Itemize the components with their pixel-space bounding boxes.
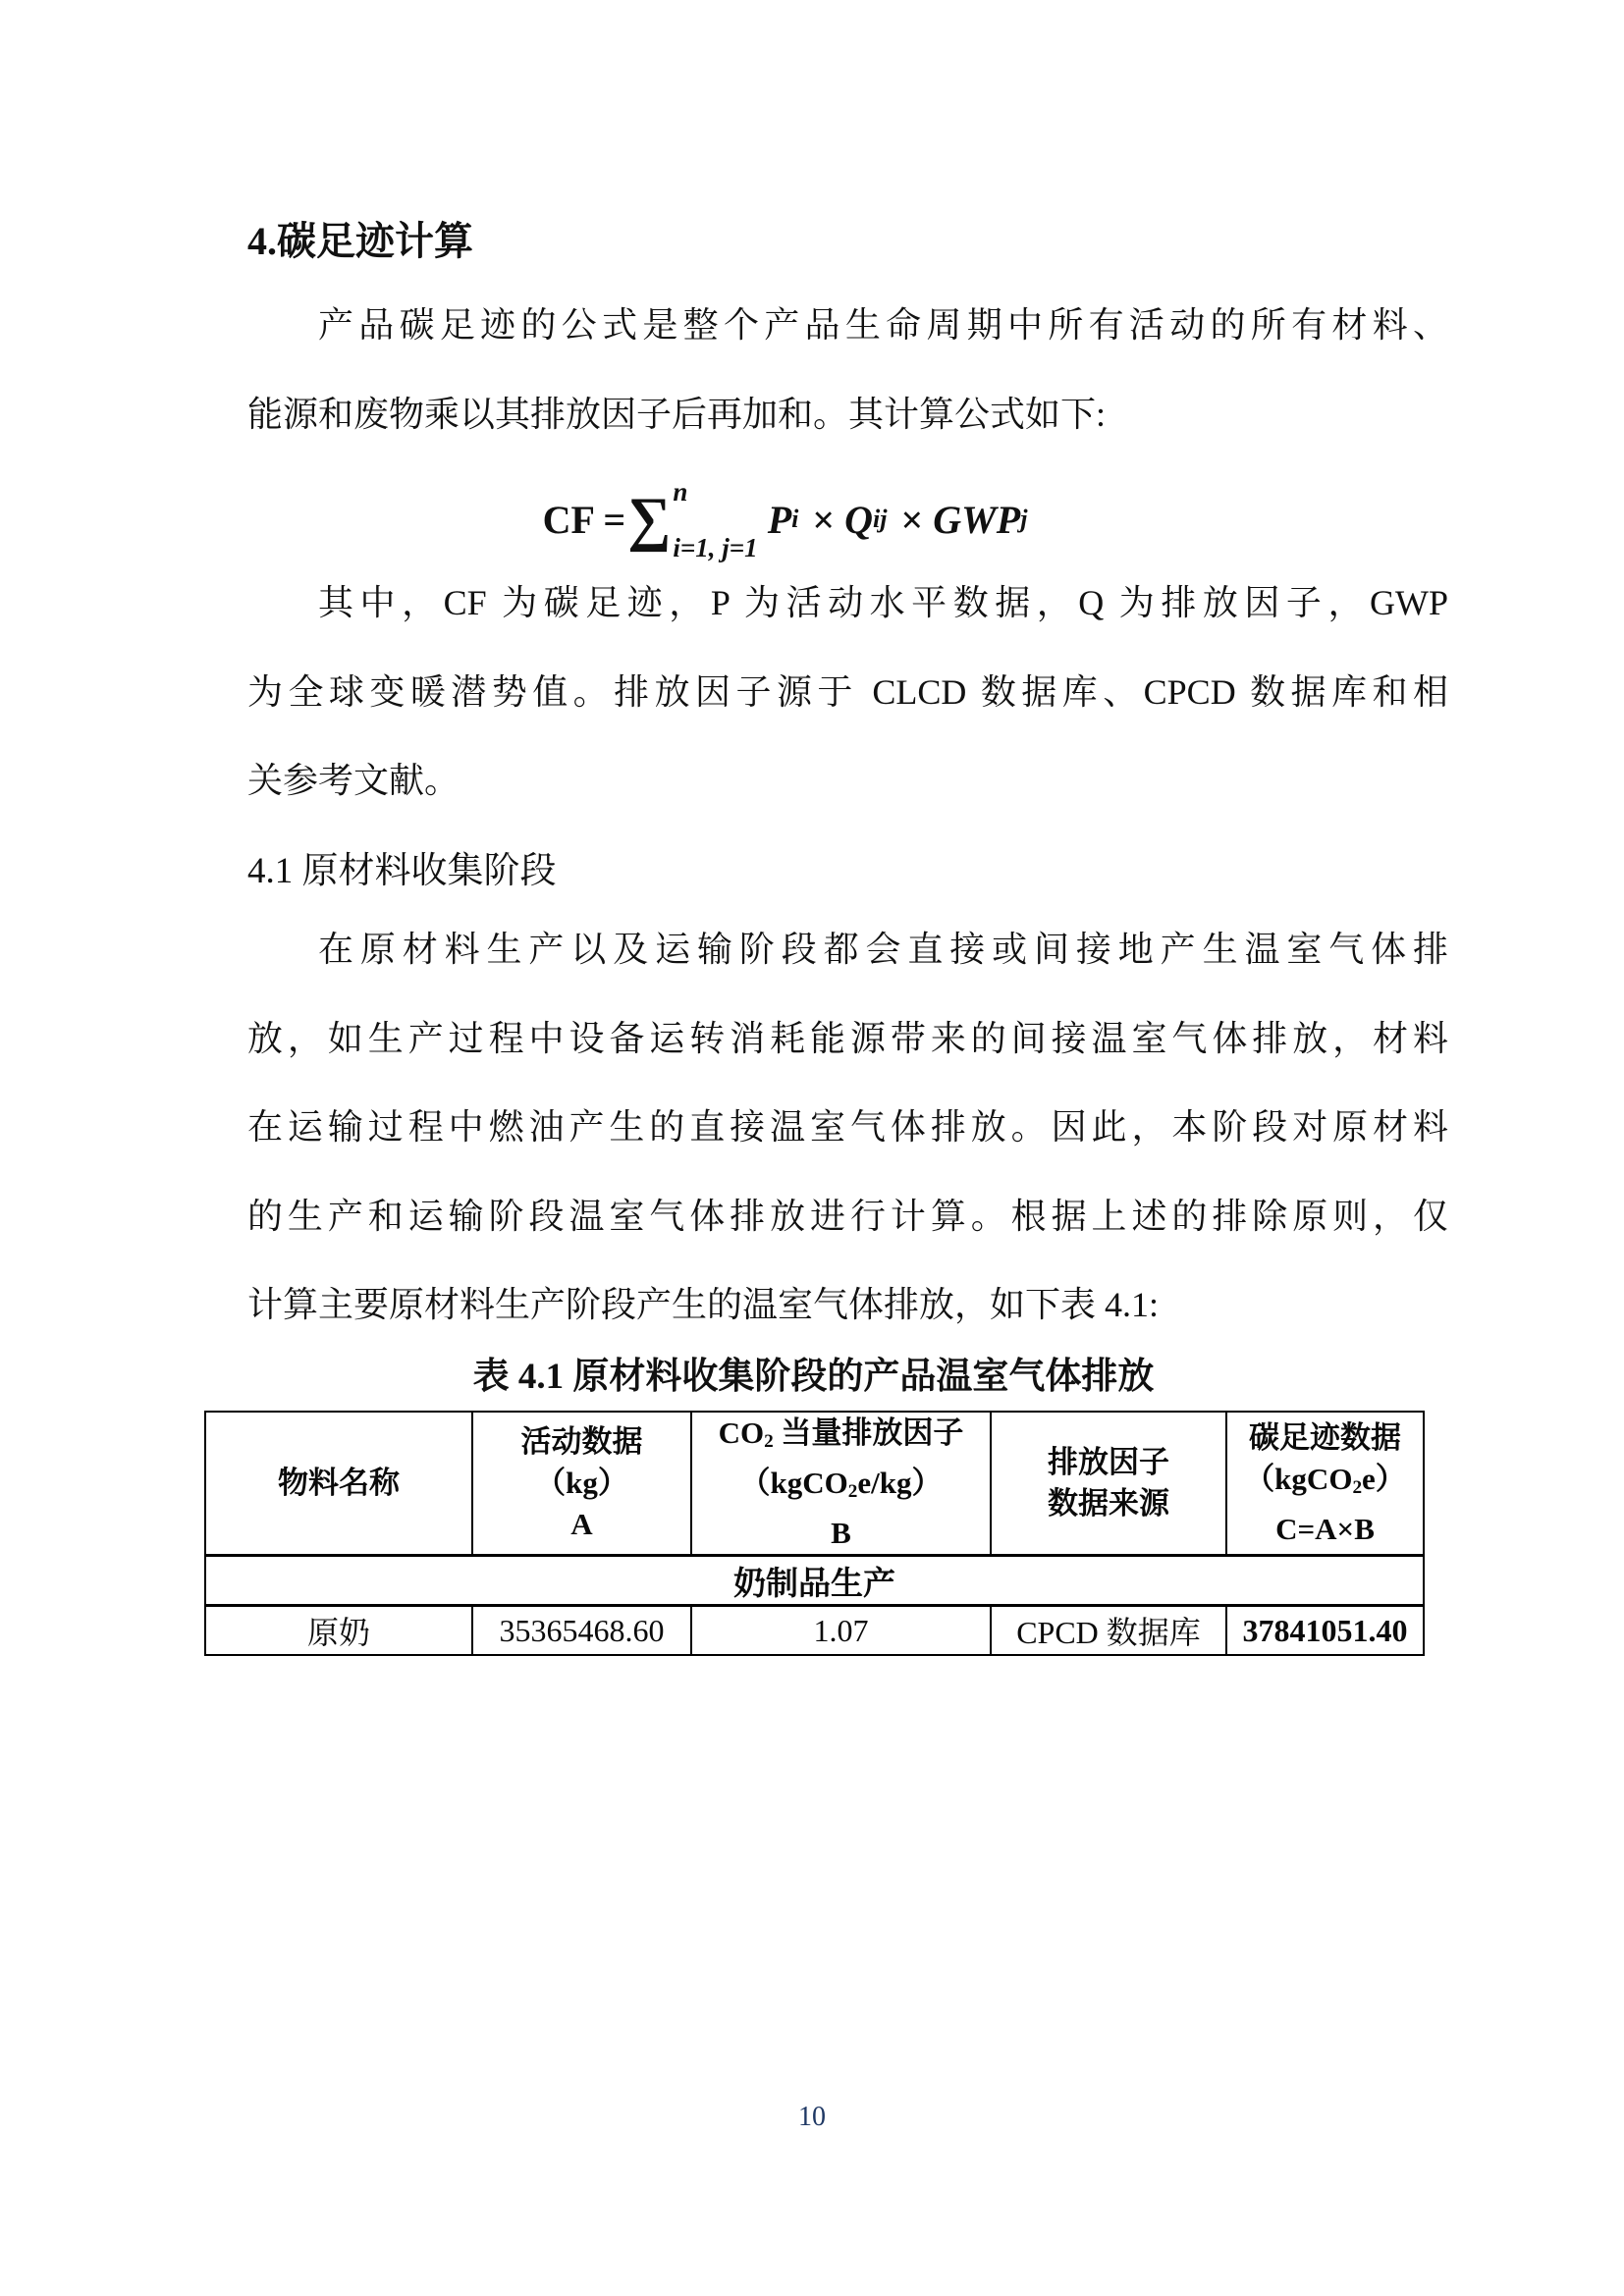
table-data-row (205, 1606, 1424, 1656)
paragraph-line: 在原材料生产以及运输阶段都会直接或间接地产生温室气体排 (318, 930, 1448, 969)
paragraph-line: 其中，CF 为碳足迹，P 为活动水平数据，Q 为排放因子，GWP (318, 583, 1448, 622)
table-group-row (205, 1556, 1424, 1606)
page-number: 10 (798, 2102, 826, 2132)
header-cell-material-name: 物料名称 (205, 1412, 472, 1556)
paragraph-line: 能源和废物乘以其排放因子后再加和。其计算公式如下: (247, 395, 1107, 434)
paragraph-line: 计算主要原材料生产阶段产生的温室气体排放，如下表 4.1: (247, 1285, 1160, 1324)
paragraph-line: 在运输过程中燃油产生的直接温室气体排放。因此，本阶段对原材料 (247, 1107, 1448, 1147)
paragraph-line: 放，如生产过程中设备运转消耗能源带来的间接温室气体排放，材料 (247, 1019, 1448, 1058)
sigma-symbol: ∑ (627, 486, 672, 553)
cell-activity-data: 35365468.60 (472, 1606, 691, 1656)
carbon-footprint-formula (187, 477, 1387, 561)
emissions-table (204, 1411, 1425, 1656)
formula-term-p: P (767, 497, 792, 542)
formula-term-gwp-sub: j (1020, 505, 1028, 533)
multiply-sign: × (812, 497, 836, 542)
formula-term-q: Q (844, 497, 874, 542)
section-heading-4-1: 4.1 原材料收集阶段 (247, 851, 557, 891)
formula-term-gwp: GWP (933, 497, 1021, 542)
cell-material: 原奶 (205, 1606, 472, 1656)
paragraph-line: 产品碳足迹的公式是整个产品生命周期中所有活动的所有材料、 (318, 305, 1448, 345)
paragraph-line: 的生产和运输阶段温室气体排放进行计算。根据上述的排除原则，仅 (247, 1197, 1448, 1236)
paragraph-line: 为全球变暖潜势值。排放因子源于 CLCD 数据库、CPCD 数据库和相 (247, 672, 1448, 712)
cell-emission-factor: 1.07 (691, 1606, 991, 1656)
sigma-upper-limit: n (673, 477, 688, 507)
header-cell-data-source: 排放因子 数据来源 (991, 1412, 1226, 1556)
header-cell-carbon-footprint: 碳足迹数据 （kgCO2e） C=A×B (1226, 1412, 1424, 1556)
table-header-row (205, 1412, 1424, 1556)
sigma-lower-limit: i=1, j=1 (673, 533, 758, 562)
header-cell-emission-factor: CO2 当量排放因子 （kgCO2e/kg） B (691, 1412, 991, 1556)
formula-term-q-sub: ij (873, 505, 888, 533)
cell-data-source: CPCD 数据库 (991, 1606, 1226, 1656)
group-row-label: 奶制品生产 (205, 1556, 1424, 1606)
table-caption: 表 4.1 原材料收集阶段的产品温室气体排放 (472, 1357, 1155, 1397)
formula-term-p-sub: i (791, 505, 799, 533)
multiply-sign: × (900, 497, 924, 542)
formula-prefix: CF = (542, 497, 626, 542)
cell-carbon-footprint: 37841051.40 (1226, 1606, 1424, 1656)
section-heading-4: 4.碳足迹计算 (247, 219, 473, 263)
paragraph-line: 关参考文献。 (247, 761, 460, 800)
header-cell-activity-data: 活动数据 （kg） A (472, 1412, 691, 1556)
